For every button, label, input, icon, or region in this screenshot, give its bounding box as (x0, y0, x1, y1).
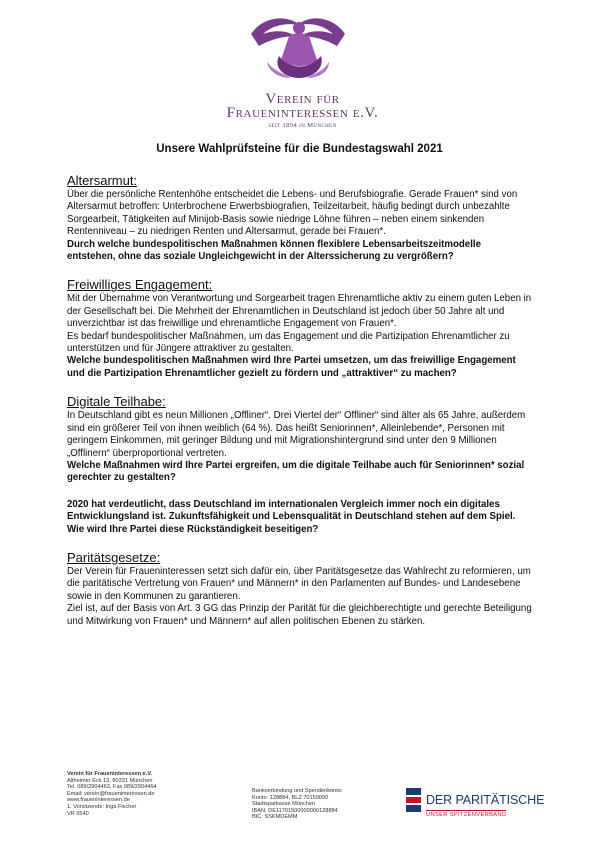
logo-name (215, 92, 390, 120)
document-title: Unsere Wahlprüfsteine für die Bundestagswahl 2021 (156, 143, 443, 155)
footer-address: Altheimer Eck 13, 80331 München (67, 777, 153, 784)
footer-org-name: Verein für Fraueninteressen e.V. (67, 771, 152, 777)
section-paritaetsgesetze (67, 550, 532, 628)
paritaet-name: DER PARITÄTISCHE (426, 793, 545, 807)
footer-email[interactable]: Email: verein@fraueninteressen.de (67, 790, 155, 797)
section-heading: Digitale Teilhabe: (67, 394, 166, 410)
section-question: 2020 hat verdeutlicht, dass Deutschland im internationalen Vergleich immer noch ein digitales Entwicklungsland ist. Zukunftsfähigkeit und Lebensqualität in Deutschland stehen auf dem Spiel. Wie wird Ihre Partei diese Rückständigkeit beseitigen? (67, 498, 516, 535)
section-paragraph: Es bedarf bundespolitischer Maßnahmen, um das Engagement und die Partizipation Ehrenamtlicher zu unterstützen und für Jüngere attraktiver zu gestalten. (67, 330, 510, 355)
footer-chair: 1. Vorsitzende: Inga Fischer (67, 803, 137, 810)
footer-bank-account: Konto: 128884, BLZ 70150000 (252, 794, 329, 801)
angel-logo-icon (243, 12, 353, 82)
section-heading: Paritätsgesetze: (67, 549, 161, 565)
section-heading: Altersarmut: (67, 173, 138, 188)
footer-bank (252, 788, 392, 821)
section-paragraph: Über die persönliche Rentenhöhe entscheidet die Lebens- und Berufsbiografie. Gerade Frauen* sind von Altersarmut betroffen: Unterbrochene Erwerbsbiografien, Teilzeitarbeit, häufig bedingt durch unbezahlte Sorgearbeit, Tätigkeiten auf Minijob-Basis sowie niedrige Löhne führen – neben einem sinkenden Rentenniveau – zu niedrigen Renten und Altersarmut, gerade bei Frauen*. (67, 189, 518, 238)
footer-bank-name: Stadtsparkasse München (252, 801, 316, 808)
paritaet-mark-icon (406, 788, 421, 812)
section-question: Welche Maßnahmen wird Ihre Partei ergreifen, um die digitale Teilhabe auch für Seniorinnen* sozial gerechter zu gestalten? (67, 459, 525, 484)
section-altersarmut (67, 173, 532, 263)
footer-register: VR 6540 (67, 810, 89, 817)
logo-name-line1: Verein für (265, 91, 340, 107)
section-digitale-teilhabe (67, 394, 532, 536)
logo-subtitle: seit 1894 in München (268, 122, 337, 129)
document-body (67, 143, 532, 628)
organization-logo (215, 12, 385, 129)
footer-iban: IBAN: DE11701500000000128884 (252, 807, 338, 814)
section-paragraph: In Deutschland gibt es neun Millionen „Offliner“. Drei Viertel der“ Offliner“ sind älter als 65 Jahre, außerdem sind ein größerer Teil von ihnen weiblich (64 %). Das heißt Seniorinnen*, Alleinlebende*, Personen mit geringem Einkommen, mit geringer Bildung und mit Migrationshintergrund sind unter den 9 Millionen „Offlinern“ überproportional vertreten. (67, 410, 526, 459)
footer-website[interactable]: www.fraueninteressen.de (67, 797, 130, 804)
section-paragraph: Der Verein für Fraueninteressen setzt sich dafür ein, über Paritätsgesetze das Wahlrecht zu reformieren, um die paritätische Vertretung von Frauen* und Männern* in den Parlamenten auf Bundes- und Landesebene sowie in den Kommunen zu garantieren. (67, 565, 531, 602)
footer-phone: Tel. 089/2904463, Fax 089/2904464 (67, 784, 157, 791)
section-heading: Freiwilliges Engagement: (67, 277, 213, 293)
section-paragraph: Mit der Übernahme von Verantwortung und Sorgearbeit tragen Ehrenamtliche aktiv zu einem guten Leben in der Gesellschaft bei. Die Mehrheit der Ehrenamtlichen in Deutschland ist jedoch über 50 Jahre alt und unverzichtbar ist das freiwillige und ehrenamtliche Engagement von Frauen*. (67, 293, 532, 330)
section-freiwilliges-engagement (67, 277, 532, 380)
paritaetischer-logo (406, 788, 571, 822)
footer-bic: BIC: SSKMDEMM (252, 814, 298, 821)
section-paragraph: Ziel ist, auf der Basis von Art. 3 GG das Prinzip der Parität für die gleichberechtigte und gerechte Beteiligung und Mitwirkung von Frauen* und Männern* auf allen politischen Ebenen zu stärken. (67, 603, 532, 627)
section-question: Durch welche bundespolitischen Maßnahmen können flexiblere Lebensarbeitszeitmodelle entstehen, ohne das soziale Ungleichgewicht in der Alterssicherung zu vergrößern? (67, 238, 481, 263)
logo-name-line2: Fraueninteressen e.V. (226, 105, 379, 121)
footer-bank-title: Bankverbindung und Spendenkonto: (252, 788, 343, 794)
section-question: Welche bundespolitischen Maßnahmen wird Ihre Partei umsetzen, um das freiwillige Engagement und die Partizipation Ehrenamtlicher gezielt zu fördern und „attraktiver“ zu machen? (67, 355, 516, 379)
footer-contact (67, 771, 227, 817)
paritaet-tagline: UNSER SPITZENVERBAND (426, 812, 507, 818)
